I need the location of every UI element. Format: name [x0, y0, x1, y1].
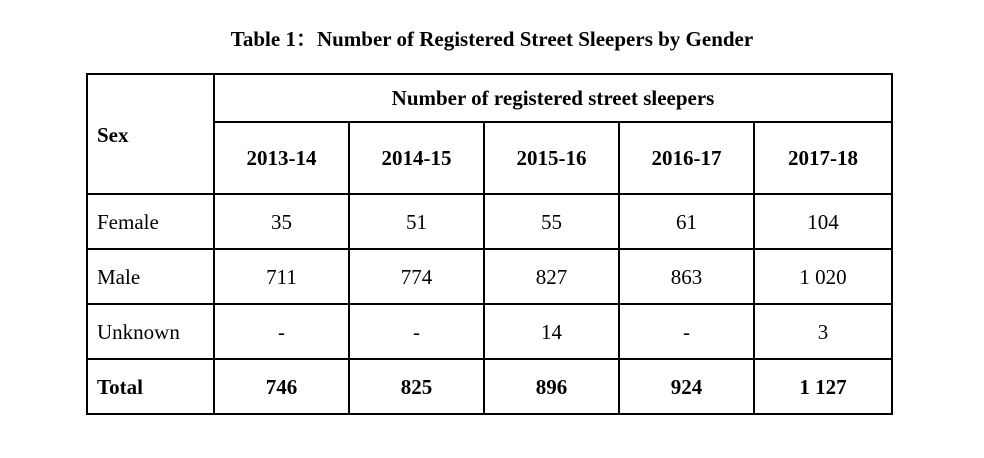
table-cell: 711: [214, 249, 349, 304]
table-cell: 61: [619, 194, 754, 249]
row-label: Male: [87, 249, 214, 304]
table-cell: -: [619, 304, 754, 359]
table-cell: 51: [349, 194, 484, 249]
group-column-header: Number of registered street sleepers: [214, 74, 892, 122]
total-cell: 746: [214, 359, 349, 414]
total-cell: 1 127: [754, 359, 892, 414]
table-cell: -: [349, 304, 484, 359]
year-header: 2014-15: [349, 122, 484, 194]
total-cell: 896: [484, 359, 619, 414]
year-header: 2013-14: [214, 122, 349, 194]
table-cell: 14: [484, 304, 619, 359]
total-cell: 924: [619, 359, 754, 414]
table-header-row: [87, 74, 892, 122]
row-label: Unknown: [87, 304, 214, 359]
table-cell: 3: [754, 304, 892, 359]
table-cell: -: [214, 304, 349, 359]
table-cell: 863: [619, 249, 754, 304]
table-row-total: [87, 359, 892, 414]
year-header: 2015-16: [484, 122, 619, 194]
table-row-unknown: [87, 304, 892, 359]
table-row-female: [87, 194, 892, 249]
row-label: Total: [87, 359, 214, 414]
table-cell: 1 020: [754, 249, 892, 304]
table-cell: 104: [754, 194, 892, 249]
year-header: 2017-18: [754, 122, 892, 194]
table-row-male: [87, 249, 892, 304]
table-title: Table 1：Number of Registered Street Sleepers by Gender: [230, 27, 754, 51]
street-sleepers-table: [86, 73, 893, 415]
table-cell: 55: [484, 194, 619, 249]
table-cell: 774: [349, 249, 484, 304]
year-header: 2016-17: [619, 122, 754, 194]
sex-column-header: Sex: [87, 74, 214, 194]
row-label: Female: [87, 194, 214, 249]
total-cell: 825: [349, 359, 484, 414]
table-cell: 35: [214, 194, 349, 249]
table-cell: 827: [484, 249, 619, 304]
